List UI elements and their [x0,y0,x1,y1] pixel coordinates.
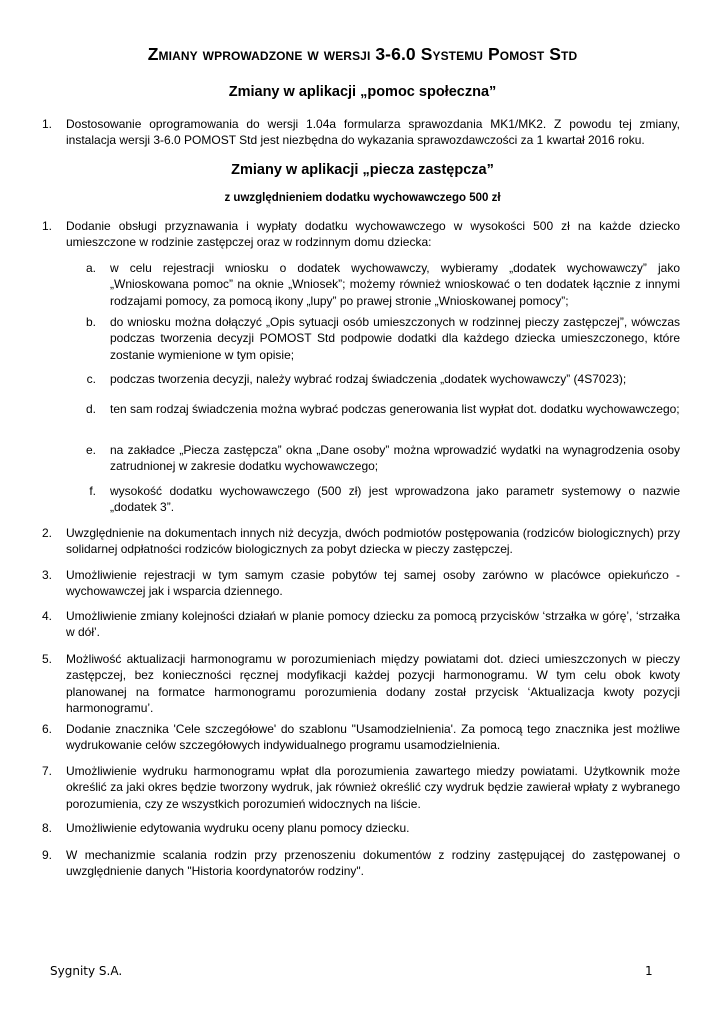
sublist-letter: f. [89,484,96,498]
list-number: 2. [41,526,52,540]
sublist-letter: d. [85,402,96,416]
sublist-item [110,442,680,475]
list-item-text: Umożliwienie wydruku harmonogramu wpłat dla porozumienia zawartego miedzy powiatami. Użytkownik może określić za jaki okres będzie tworzony wydruk, jak również określić czy wydruk będzie zawierał wpłaty z wybranego porozumienia, czy ze wszystkich porozumień widocznych na liście. [66,764,680,811]
list-item-text: Dostosowanie oprogramowania do wersji 1.04a formularza sprawozdania MK1/MK2. Z powodu tej zmiany, instalacja wersji 3-6.0 POMOST Std jest niezbędna do wykazania sprawozdawczości za 1 kwartał 2016 roku. [66,117,680,148]
sublist-letter: a. [85,261,96,275]
list-number: 4. [41,609,52,623]
list-number: 9. [41,848,52,862]
list-item-text: Umożliwienie edytowania wydruku oceny planu pomocy dziecku. [66,821,410,835]
document-title: Zmiany wprowadzone w wersji 3-6.0 Systemu Pomost Std [147,44,578,64]
sublist-item-text: w celu rejestracji wniosku o dodatek wychowawczy, wybieramy „dodatek wychowawczy” jako „Wnioskowana pomoc” na oknie „Wniosek”; możemy również wnioskować o ten dodatek łącznie z innymi rodzajami pomocy, za pomocą ikony „lupy” po prawej stronie „Wnioskowanej pomocy”; [110,261,680,308]
sublist-item [110,483,680,516]
list-item [66,820,680,836]
sublist-item-text: do wniosku można dołączyć „Opis sytuacji osób umieszczonych w rodzinnej pieczy zastępczej”, wówczas podczas tworzenia decyzji POMOST Std podpowie dodatki dla każdego dziecka umieszczonego, które zostanie wymienione w tym opisie; [110,315,680,362]
list-number: 5. [41,652,52,666]
sublist-letter: b. [85,315,96,329]
list-item-text: Możliwość aktualizacji harmonogramu w porozumieniach między powiatami dot. dzieci umieszczonych w pieczy zastępczej, bez konieczności ręcznej modyfikacji każdej pozycji harmonogramu. W tym celu obok kwoty planowanej na formatce harmonogramu porozumienia dodany został przycisk ‘Aktualizacja kwoty pozycji harmonogramu’. [66,652,680,715]
footer-page-number: 1 [645,964,653,978]
section-subheading: z uwzględnieniem dodatku wychowawczego 500 zł [224,192,501,204]
list-item [66,218,680,251]
sublist-letter: e. [85,443,96,457]
sublist-item [110,371,680,387]
list-item-text: Umożliwienie rejestracji w tym samym czasie pobytów tej samej osoby zarówno w placówce opiekuńczo - wychowawczej jak i wsparcia dziennego. [66,568,680,599]
list-number: 3. [41,568,52,582]
list-number: 7. [41,764,52,778]
footer-company: Sygnity S.A. [50,964,123,978]
list-item-text: W mechanizmie scalania rodzin przy przenoszeniu dokumentów z rodziny zastępującej do zastępowanej o uwzględnienie danych "Historia koordynatorów rodziny". [66,848,680,879]
list-item [66,763,680,812]
list-number: 1. [41,219,52,233]
list-item [66,608,680,641]
sublist-item-text: wysokość dodatku wychowawczego (500 zł) jest wprowadzona jako parametr systemowy o nazwie „dodatek 3”. [110,484,680,515]
list-number: 1. [41,117,52,131]
section-heading-pomoc-spoleczna: Zmiany w aplikacji „pomoc społeczna” [228,84,497,100]
list-number: 8. [41,821,52,835]
list-item-text: Dodanie obsługi przyznawania i wypłaty dodatku wychowawczego w wysokości 500 zł na każde dziecko umieszczone w rodzinie zastępczej oraz w rodzinnym domu dziecka: [66,219,680,250]
list-number: 6. [41,722,52,736]
sublist-item-text: ten sam rodzaj świadczenia można wybrać podczas generowania list wypłat dot. dodatku wychowawczego; [110,402,680,416]
list-item [66,651,680,716]
sublist-item [110,314,680,363]
sublist-item [110,401,680,417]
list-item [66,116,680,149]
list-item [66,721,680,754]
list-item [66,847,680,880]
list-item-text: Umożliwienie zmiany kolejności działań w planie pomocy dziecku za pomocą przycisków ‘strzałka w górę’, ‘strzałka w dół’. [66,609,680,640]
section-heading-piecza-zastepcza: Zmiany w aplikacji „piecza zastępcza” [231,162,494,178]
list-item [66,525,680,558]
list-item [66,567,680,600]
list-item-text: Uwzględnienie na dokumentach innych niż decyzja, dwóch podmiotów postępowania (rodziców biologicznych) przy solidarnej odpłatności rodziców biologicznych za pobyt dziecka w pieczy zastępczej. [66,526,680,557]
sublist-item-text: na zakładce „Piecza zastępcza” okna „Dane osoby” można wprowadzić wydatki na wynagrodzenia osoby zatrudnionej w zakresie dodatku wychowawczego; [110,443,680,474]
sublist-item-text: podczas tworzenia decyzji, należy wybrać rodzaj świadczenia „dodatek wychowawczy” (4S7023); [110,372,627,386]
list-item-text: Dodanie znacznika 'Cele szczegółowe' do szablonu "Usamodzielnienia'. Za pomocą tego znacznika jest możliwe wydrukowanie celów szczegółowych indywidualnego programu usamodzielnienia. [66,722,680,753]
sublist-item [110,260,680,309]
sublist-letter: c. [86,372,96,386]
